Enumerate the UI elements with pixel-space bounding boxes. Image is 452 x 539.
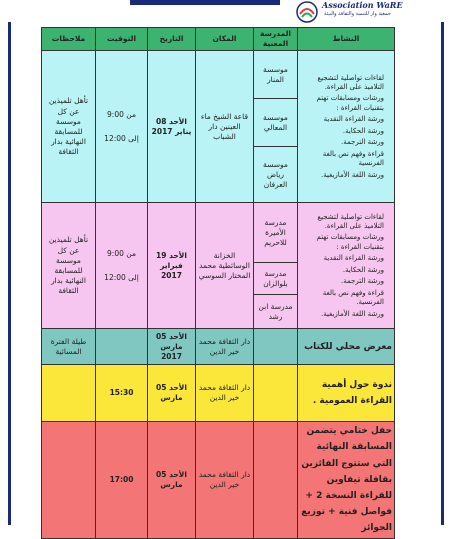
title-bar: [130, 0, 280, 5]
row1-time-from: من 9:00: [107, 109, 136, 119]
row5-time: 17:00: [96, 422, 148, 538]
row1-school-1: موسسة المنار: [254, 51, 298, 99]
activity-item: ورشة القراءة النقدية: [323, 254, 384, 263]
row3-place: دار الثقافة محمد خير الدين: [196, 329, 254, 365]
row2-school-3: مدرسة ابن رشد: [254, 295, 298, 329]
row1-school-3: موسسة رياض العرفان: [254, 147, 298, 203]
row5-place: دار الثقافة محمد خير الدين: [196, 422, 254, 538]
row5-activity: حفل ختامي يتضمن المسابقة النهائية التي ستتوج الفائزين بقافلة تيفاوين للقراءة النسخة 2 + فواصل فنية + توزيع الجوائز: [298, 422, 395, 538]
header-school: المدرسة المعنية: [254, 28, 298, 51]
header-notes: ملاحظات: [42, 28, 96, 51]
row5-date: الأحد 05 مارس: [148, 422, 196, 538]
activity-item: ورشة اللغة الأمازيغية.: [321, 170, 384, 179]
right-border-rule: [441, 22, 444, 525]
activity-item: ورشة اللغة الأمازيغية.: [321, 309, 384, 318]
row4-date: الأحد 05 مارس: [148, 365, 196, 422]
row2-time-to: إلى 12:00: [104, 272, 139, 282]
activity-item: ورشة القراءة النقدية: [323, 115, 384, 124]
row5-notes: [42, 422, 96, 538]
row4-activity: ندوة حول أهمية القراءة العمومية .: [298, 365, 395, 422]
row1-school-2: موسسة المعالي: [254, 99, 298, 147]
row4-school: [254, 365, 298, 422]
row1-notes: تأهل تلميذين عن كل موسسة للمسابقة النهائية بدار الثقافة: [42, 51, 96, 203]
activity-item: قراءة وفهم نص بالغة الفرنسية: [322, 149, 384, 168]
header-place: المكان: [196, 28, 254, 51]
header-date: التاريخ: [148, 28, 196, 51]
row2-place: الخزانة الوسائطية محمد المختار السوسي: [196, 203, 254, 329]
row1-time: [96, 51, 148, 203]
activity-item: ورشة الحكاية.: [342, 126, 384, 135]
activity-item: قراءة وفهم نص بالغة الفرنسية.: [322, 288, 384, 307]
association-logo: [272, 0, 448, 26]
header-activity: النشاط: [298, 28, 395, 51]
row1-activities: [298, 51, 395, 203]
logo-name: Association WaRE: [322, 0, 403, 10]
logo-mark-icon: [294, 0, 320, 24]
activity-item: ورشات ومسابقات تهتم بتقنيات القراءة :: [316, 233, 384, 251]
activity-item: لقاءات تواصلية لتشجيع التلاميذ على القراءة.: [317, 212, 384, 230]
row2-date: الأحد 19 فبراير 2017: [148, 203, 196, 329]
header-time: التوقيت: [96, 28, 148, 51]
table-row: [42, 365, 395, 422]
row4-place: دار الثقافة محمد خير الدين: [196, 365, 254, 422]
row2-activities: [298, 203, 395, 329]
activity-item: ورشات ومسابقات تهتم بتقنيات القراءة :: [316, 94, 384, 112]
row4-time: 15:30: [96, 365, 148, 422]
row2-school-1: مدرسة الأميرة للاحريم: [254, 203, 298, 263]
row2-time: [96, 203, 148, 329]
row3-school: [254, 329, 298, 365]
table-header-row: [42, 28, 395, 51]
row3-activity: معرض محلي للكتاب: [298, 329, 395, 365]
logo-tagline: جمعية وار للتنمية والثقافة والبيئة: [324, 11, 391, 17]
row1-time-to: إلى 12:00: [104, 133, 139, 143]
row3-date: الأحد 05 مارس 2017: [148, 329, 196, 365]
row3-time: [96, 329, 148, 365]
row1-date: الأحد 08 يناير 2017: [148, 51, 196, 203]
activity-item: لقاءات تواصلية لتشجيع التلاميذ على القراءة.: [317, 73, 384, 91]
row2-school-2: مدرسة بلوالزان: [254, 263, 298, 295]
table-row: [42, 203, 395, 263]
activity-item: ورشة الترجمة.: [340, 138, 384, 147]
row5-school: [254, 422, 298, 538]
row2-time-from: من 9:00: [107, 248, 136, 258]
left-border-rule: [8, 22, 11, 525]
table-row: [42, 329, 395, 365]
table-row: [42, 422, 395, 538]
table-row: [42, 51, 395, 99]
row2-notes: تأهل تلميذين عن كل موسسة للمسابقة النهائية بدار الثقافة: [42, 203, 96, 329]
activity-item: ورشة الحكاية.: [342, 265, 384, 274]
schedule-table: [41, 27, 395, 539]
row1-place: قاعة الشيخ ماء العينين دار الشباب: [196, 51, 254, 203]
activity-item: ورشة الترجمة.: [340, 277, 384, 286]
row3-notes: طيلة الفترة المسائية: [42, 329, 96, 365]
row4-notes: [42, 365, 96, 422]
